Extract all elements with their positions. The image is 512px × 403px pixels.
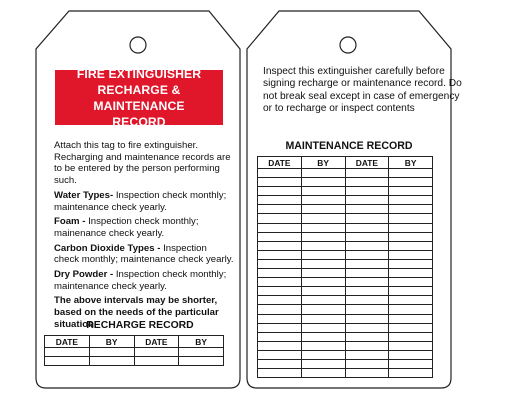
record-cell[interactable] (258, 305, 302, 314)
maintenance-header-row (258, 157, 433, 169)
record-cell[interactable] (345, 369, 389, 378)
maintenance-record-title: MAINTENANCE RECORD (285, 140, 413, 152)
record-cell[interactable] (345, 314, 389, 323)
record-cell[interactable] (345, 241, 389, 250)
maintenance-row (258, 323, 433, 332)
record-cell[interactable] (345, 196, 389, 205)
record-cell[interactable] (301, 250, 345, 259)
record-cell[interactable] (301, 223, 345, 232)
maintenance-row (258, 296, 433, 305)
maintenance-row (258, 205, 433, 214)
header-by: BY (389, 157, 433, 169)
record-cell[interactable] (345, 332, 389, 341)
record-cell[interactable] (389, 369, 433, 378)
record-cell[interactable] (301, 287, 345, 296)
record-cell[interactable] (258, 187, 302, 196)
record-cell[interactable] (258, 223, 302, 232)
record-cell[interactable] (301, 332, 345, 341)
record-cell[interactable] (345, 214, 389, 223)
intervals-bold: The above intervals may be shorter, based on the needs of the particular situation. (54, 295, 219, 330)
record-cell[interactable] (345, 169, 389, 178)
maintenance-row (258, 214, 433, 223)
record-cell[interactable] (345, 350, 389, 359)
record-cell[interactable] (345, 278, 389, 287)
record-cell[interactable] (258, 323, 302, 332)
record-cell[interactable] (258, 296, 302, 305)
maintenance-row (258, 314, 433, 323)
maintenance-row (258, 241, 433, 250)
record-cell[interactable] (345, 341, 389, 350)
record-cell[interactable] (345, 305, 389, 314)
record-cell[interactable] (345, 178, 389, 187)
header-date: DATE (134, 336, 179, 348)
maintenance-row (258, 232, 433, 241)
water-desc: Inspection check monthly; maintenance check yearly. (54, 189, 227, 213)
record-cell[interactable] (258, 359, 302, 368)
record-cell[interactable] (301, 359, 345, 368)
record-cell[interactable] (389, 223, 433, 232)
record-cell[interactable] (301, 241, 345, 250)
record-cell[interactable] (389, 296, 433, 305)
record-cell[interactable] (258, 269, 302, 278)
maintenance-row (258, 332, 433, 341)
intro-text: Attach this tag to fire extinguisher. Recharging and maintenance records are to be entered by the person performing such. (54, 140, 231, 187)
header-date: DATE (258, 157, 302, 169)
right-tag-hole (340, 37, 356, 53)
record-cell[interactable] (389, 305, 433, 314)
record-cell[interactable] (345, 232, 389, 241)
record-cell[interactable] (258, 178, 302, 187)
record-cell[interactable] (345, 250, 389, 259)
record-cell[interactable] (258, 250, 302, 259)
header-by: BY (89, 336, 134, 348)
maintenance-row (258, 223, 433, 232)
record-cell[interactable] (301, 314, 345, 323)
record-cell[interactable] (389, 250, 433, 259)
record-cell[interactable] (389, 350, 433, 359)
record-cell[interactable] (389, 269, 433, 278)
header-by: BY (301, 157, 345, 169)
record-cell[interactable] (258, 332, 302, 341)
record-cell[interactable] (258, 314, 302, 323)
record-cell[interactable] (258, 341, 302, 350)
header-date: DATE (45, 336, 90, 348)
foam-label: Foam - (54, 216, 86, 228)
record-cell[interactable] (301, 196, 345, 205)
maintenance-record-table (257, 156, 433, 378)
record-cell[interactable] (301, 369, 345, 378)
record-cell[interactable] (258, 232, 302, 241)
maintenance-row (258, 369, 433, 378)
record-cell[interactable] (345, 269, 389, 278)
maintenance-row (258, 350, 433, 359)
record-cell[interactable] (301, 187, 345, 196)
record-cell[interactable] (301, 259, 345, 268)
record-cell[interactable] (301, 341, 345, 350)
maintenance-row (258, 278, 433, 287)
recharge-record-title: RECHARGE RECORD (86, 320, 194, 331)
record-cell[interactable] (258, 287, 302, 296)
record-cell[interactable] (389, 196, 433, 205)
record-cell[interactable] (258, 196, 302, 205)
maintenance-row (258, 169, 433, 178)
record-cell[interactable] (389, 341, 433, 350)
record-cell[interactable] (345, 205, 389, 214)
record-cell[interactable] (258, 169, 302, 178)
record-cell[interactable] (301, 323, 345, 332)
record-cell[interactable] (389, 259, 433, 268)
inspection-instructions: Inspect this extinguisher carefully before signing recharge or maintenance record. Do not break seal except in case of emergency or to recharge or inspect contents (263, 66, 462, 114)
maintenance-row (258, 259, 433, 268)
record-cell[interactable] (301, 169, 345, 178)
maintenance-row (258, 250, 433, 259)
record-cell[interactable] (258, 214, 302, 223)
record-cell[interactable] (258, 278, 302, 287)
record-cell[interactable] (301, 350, 345, 359)
maintenance-row (258, 269, 433, 278)
record-cell[interactable] (389, 278, 433, 287)
record-cell[interactable] (389, 232, 433, 241)
dry-label: Dry Powder - (54, 269, 114, 281)
maintenance-row (258, 196, 433, 205)
record-cell[interactable] (345, 259, 389, 268)
record-cell[interactable] (389, 332, 433, 341)
record-cell[interactable] (301, 296, 345, 305)
record-cell[interactable] (345, 223, 389, 232)
banner-line-2: RECHARGE & MAINTENANCE (93, 82, 185, 113)
record-cell[interactable] (301, 278, 345, 287)
maintenance-table-body (258, 169, 433, 378)
dry-desc: Inspection check monthly; maintenance check yearly. (54, 269, 227, 292)
record-cell[interactable] (389, 214, 433, 223)
record-cell[interactable] (389, 205, 433, 214)
record-cell[interactable] (389, 187, 433, 196)
header-date: DATE (345, 157, 389, 169)
co2-label: Carbon Dioxide Types - (54, 242, 161, 254)
record-cell[interactable] (301, 269, 345, 278)
foam-desc: Inspection check monthly; mainenance check yearly. (54, 216, 199, 239)
record-cell[interactable] (258, 350, 302, 359)
co2-desc: Inspection check monthly; maintenance check yearly. (54, 242, 234, 266)
record-cell[interactable] (345, 359, 389, 368)
record-cell[interactable] (258, 369, 302, 378)
maintenance-row (258, 178, 433, 187)
maintenance-row (258, 187, 433, 196)
banner-line-1: FIRE EXTINGUISHER (76, 66, 202, 81)
record-cell[interactable] (345, 187, 389, 196)
record-cell[interactable] (389, 314, 433, 323)
maintenance-row (258, 359, 433, 368)
record-cell[interactable] (301, 232, 345, 241)
water-label: Water Types- (54, 189, 114, 201)
record-cell[interactable] (389, 169, 433, 178)
maintenance-row (258, 287, 433, 296)
record-cell[interactable] (389, 241, 433, 250)
record-cell[interactable] (301, 305, 345, 314)
record-cell[interactable] (258, 205, 302, 214)
maintenance-row (258, 305, 433, 314)
record-cell[interactable] (301, 205, 345, 214)
record-cell[interactable] (258, 259, 302, 268)
record-cell[interactable] (389, 287, 433, 296)
header-by: BY (179, 336, 224, 348)
record-cell[interactable] (345, 296, 389, 305)
maintenance-row (258, 341, 433, 350)
record-cell[interactable] (389, 323, 433, 332)
record-cell[interactable] (258, 241, 302, 250)
record-cell[interactable] (301, 178, 345, 187)
record-cell[interactable] (345, 287, 389, 296)
banner-line-3: RECORD (112, 114, 166, 129)
record-cell[interactable] (389, 359, 433, 368)
record-cell[interactable] (301, 214, 345, 223)
record-cell[interactable] (389, 178, 433, 187)
record-cell[interactable] (345, 323, 389, 332)
